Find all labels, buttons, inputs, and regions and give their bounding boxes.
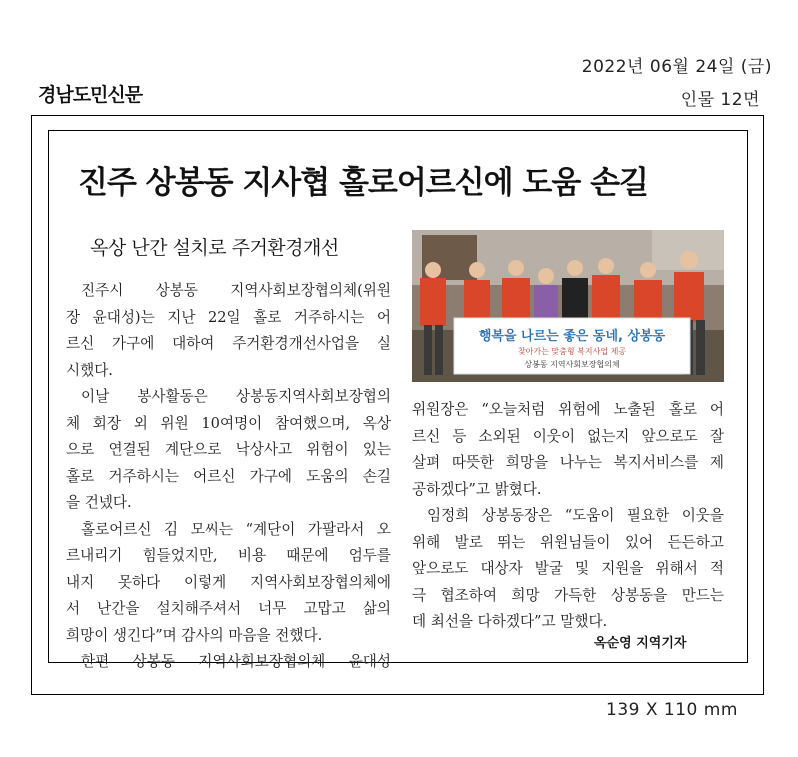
text-line: 이날 봉사활동은 상봉동지역사회보장협의: [81, 388, 391, 405]
page-section: 인물 12면: [680, 90, 760, 110]
text-line: 을 건넸다.: [66, 494, 132, 511]
publication-date: 2022년 06월 24일 (금): [581, 57, 772, 77]
banner-sub-text: 찾아가는 맞춤형 복지사업 제공: [517, 347, 627, 356]
text-line: 앞으로도 대상자 발굴 및 지원을 위해서 적: [412, 560, 724, 577]
text-line: 르신 가구에 대하여 주거환경개선사업을 실: [66, 335, 391, 352]
text-line: 한편 상봉동 지역사회보장협의체 윤대성: [81, 653, 391, 670]
clipping-dimensions: 139 X 110 mm: [606, 700, 738, 720]
text-line: 시했다.: [66, 361, 113, 379]
text-line: 위원장은 “오늘처럼 위험에 노출된 홀로 어: [412, 401, 724, 418]
article-body-column-2: [412, 397, 724, 636]
text-line: 데 최선을 다하겠다”고 말했다.: [412, 613, 608, 630]
text-line: 체 회장 외 위원 10여명이 참여했으며, 옥상: [66, 414, 391, 432]
article-subheadline: 옥상 난간 설치로 주거환경개선: [90, 237, 339, 259]
article-body-column-1: [66, 278, 391, 676]
banner-main-text: 행복을 나르는 좋은 동네, 상봉동: [478, 329, 666, 344]
text-line: 희망이 생긴다”며 감사의 마음을 전했다.: [66, 626, 323, 644]
text-line: 극 협조하여 희망 가득한 상봉동을 만드는: [412, 586, 724, 604]
text-line: 으로 연결된 계단으로 낙상사고 위험이 있는: [66, 441, 391, 458]
text-line: 르신 등 소외된 이웃이 없는지 앞으로도 잘: [412, 427, 724, 445]
reporter-byline: 옥순영 지역기자: [594, 636, 687, 651]
newspaper-logo: 경남도민신문: [38, 84, 143, 106]
text-line: 장 윤대성)는 지난 22일 홀로 거주하시는 어: [66, 308, 391, 326]
text-line: 위해 발로 뛰는 위원님들이 있어 든든하고: [412, 533, 724, 551]
text-line: 홀로어르신 김 모씨는 “계단이 가팔라서 오: [81, 520, 391, 538]
text-line: 서 난간을 설치해주셔서 너무 고맙고 삶의: [66, 600, 391, 617]
text-line: 살펴 따뜻한 희망을 나누는 복지서비스를 제: [412, 454, 724, 471]
text-line: 르내리기 힘들었지만, 비용 때문에 엄두를: [66, 547, 391, 564]
text-line: 공하겠다”고 밝혔다.: [412, 480, 542, 498]
text-line: 임정희 상봉동장은 “도움이 필요한 이웃을: [427, 507, 724, 524]
article-headline: 진주 상봉동 지사협 홀로어르신에 도움 손길: [78, 165, 648, 201]
banner-org-text: 상봉동 지역사회보장협의체: [524, 360, 620, 369]
text-line: 내지 못하다 이렇게 지역사회보장협의체에: [66, 573, 391, 591]
text-line: 홀로 거주하시는 어르신 가구에 도움의 손길: [66, 467, 391, 485]
text-line: 진주시 상봉동 지역사회보장협의체(위원: [81, 282, 391, 299]
article-photo: [412, 230, 724, 382]
